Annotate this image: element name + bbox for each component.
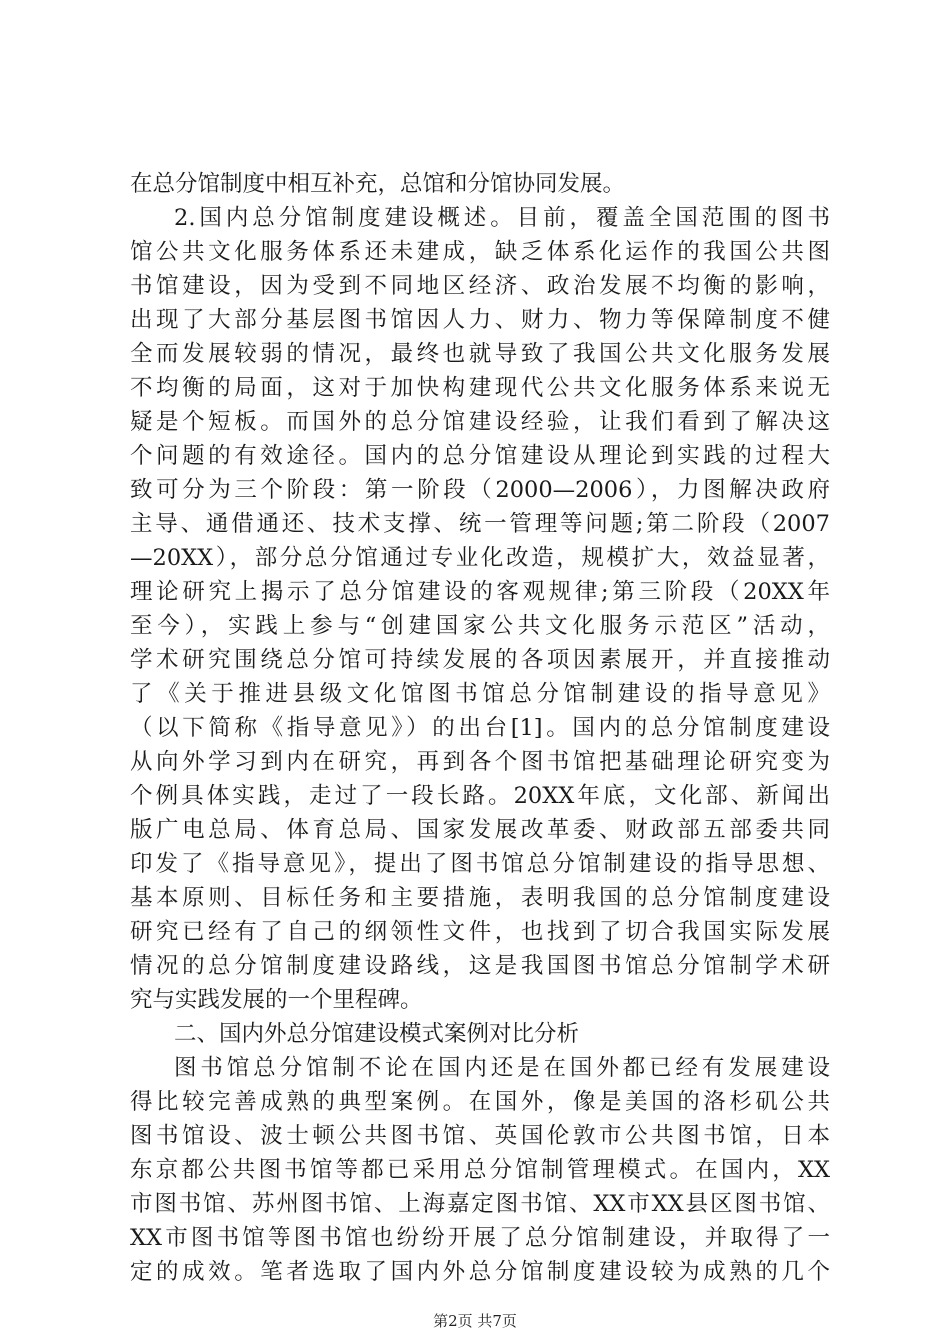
text-line: XX市图书馆等图书馆也纷纷开展了总分馆制建设，并取得了一 [130,1225,830,1251]
text-line: 致可分为三个阶段：第一阶段（2000—2006），力图解决政府 [130,477,830,503]
text-line: 了《关于推进县级文化馆图书馆总分馆制建设的指导意见》 [130,681,830,707]
text-line: 个例具体实践，走过了一段长路。20XX年底，文化部、新闻出 [130,783,830,809]
text-line: 图书馆总分馆制不论在国内还是在国外都已经有发展建设 [174,1055,830,1081]
text-line: 从向外学习到内在研究，再到各个图书馆把基础理论研究变为 [130,749,830,775]
text-line: 书馆建设，因为受到不同地区经济、政治发展不均衡的影响， [130,273,830,299]
text-line: 个问题的有效途径。国内的总分馆建设从理论到实践的过程大 [130,443,830,469]
text-line: 全而发展较弱的情况，最终也就导致了我国公共文化服务发展 [130,341,830,367]
text-line: （以下简称《指导意见》）的出台[1]。国内的总分馆制度建设 [130,715,830,741]
text-line: 理论研究上揭示了总分馆建设的客观规律;第三阶段（20XX年 [130,579,830,605]
text-line: 在总分馆制度中相互补充，总馆和分馆协同发展。 [130,171,626,197]
text-line: 究与实践发展的一个里程碑。 [130,987,423,1013]
text-line: 学术研究围绕总分馆可持续发展的各项因素展开，并直接推动 [130,647,830,673]
text-line: 疑是个短板。而国外的总分馆建设经验，让我们看到了解决这 [130,409,830,435]
text-line: 市图书馆、苏州图书馆、上海嘉定图书馆、XX市XX县区图书馆、 [130,1191,830,1217]
text-line: 印发了《指导意见》，提出了图书馆总分馆制建设的指导思想、 [130,851,830,877]
text-line: 2.国内总分馆制度建设概述。目前，覆盖全国范围的图书 [174,205,830,231]
text-line: 不均衡的局面，这对于加快构建现代公共文化服务体系来说无 [130,375,830,401]
text-line: 至今），实践上参与“创建国家公共文化服务示范区”活动， [130,613,830,639]
text-line: 图书馆设、波士顿公共图书馆、英国伦敦市公共图书馆，日本 [130,1123,830,1149]
text-line: 基本原则、目标任务和主要措施，表明我国的总分馆制度建设 [130,885,830,911]
text-line: 得比较完善成熟的典型案例。在国外，像是美国的洛杉矶公共 [130,1089,830,1115]
text-line: 定的成效。笔者选取了国内外总分馆制度建设较为成熟的几个 [130,1259,830,1285]
text-line: 馆公共文化服务体系还未建成，缺乏体系化运作的我国公共图 [130,239,830,265]
text-line: 情况的总分馆制度建设路线，这是我国图书馆总分馆制学术研 [130,953,830,979]
text-line: —20XX），部分总分馆通过专业化改造，规模扩大，效益显著， [130,545,830,571]
text-line: 东京都公共图书馆等都已采用总分馆制管理模式。在国内，XX [130,1157,830,1183]
text-line: 研究已经有了自己的纲领性文件，也找到了切合我国实际发展 [130,919,830,945]
text-line: 主导、通借通还、技术支撑、统一管理等问题;第二阶段（2007 [130,511,830,537]
section-heading: 二、国内外总分馆建设模式案例对比分析 [174,1021,580,1047]
text-line: 出现了大部分基层图书馆因人力、财力、物力等保障制度不健 [130,307,830,333]
page-number-footer: 第2页 共7页 [433,1312,517,1330]
text-line: 版广电总局、体育总局、国家发展改革委、财政部五部委共同 [130,817,830,843]
